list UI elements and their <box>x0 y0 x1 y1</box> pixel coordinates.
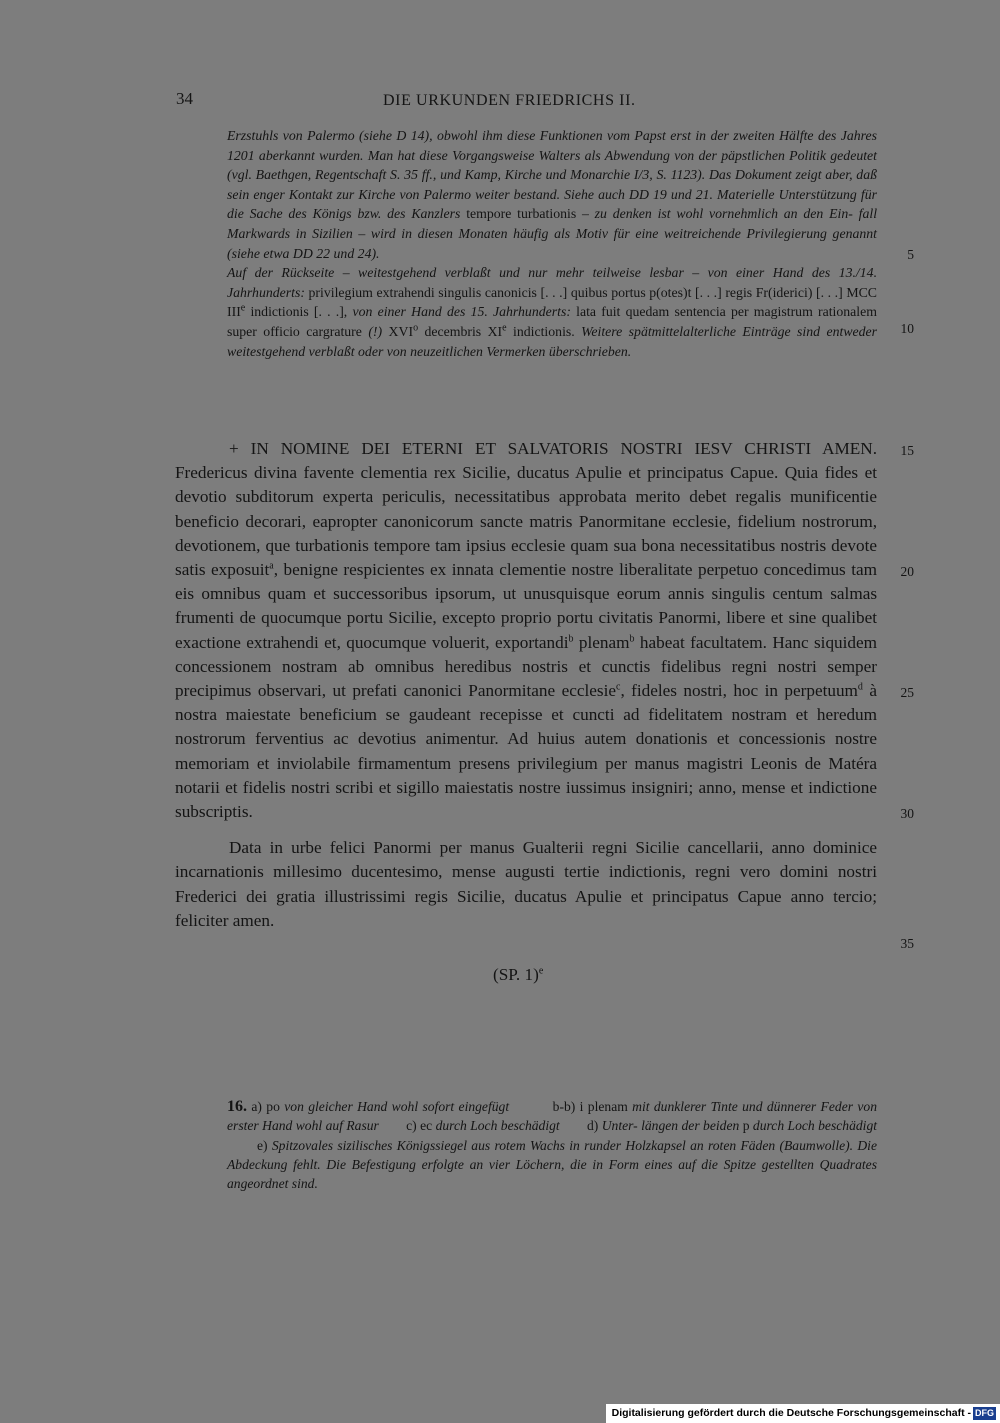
footer-text: Digitalisierung gefördert durch die Deutsche Forschungsgemeinschaft - <box>611 1407 971 1419</box>
charter-line: , benigne respicientes ex innata clementie nostre <box>273 560 614 580</box>
line-number: 15 <box>900 443 914 458</box>
dating-line: incarnationis millesimo ducentesimo, mense augusti tertie indictionis, regni vero domini nostri <box>175 862 877 882</box>
intro-line: Auf der Rückseite – weitestgehend verblaßt und nur mehr teilweise lesbar – von einer Hand des <box>227 265 831 281</box>
dorsal-note: indictionis [. . .], <box>245 304 348 320</box>
charter-line: habeat facultatem. Hanc siquidem concessionem nostram ab <box>175 632 877 676</box>
apparatus-notes <box>227 1097 877 1193</box>
latin-quote: tempore turbationis <box>466 206 577 222</box>
note-marker: e <box>538 965 544 977</box>
charter-line: proprio portu civitatis Panormi, libere et sine qualibet exactione extrahendi et, quocumque <box>175 608 878 652</box>
note-marker: b <box>568 632 574 644</box>
charter-line: et inviolabile firmamentum presens privilegium per manus magistri Leonis de Matéra notarii <box>175 753 878 797</box>
intro-line: und Monarchie I/3, S. 1123). Das Dokument zeigt aber, daß sein enger Kontakt zur Kirche von <box>227 167 877 202</box>
note-marker: c <box>615 681 621 693</box>
charter-line: beneficium se gaudeant recepisse et cuncti ad fidelitatem nostram et heredum nostrorum <box>175 705 878 749</box>
line-number: 35 <box>900 936 914 951</box>
line-number: 5 <box>907 247 914 262</box>
seal-text: (SP. 1) <box>493 965 539 984</box>
line-number: 20 <box>900 564 914 579</box>
line-number: 25 <box>900 685 914 700</box>
charter-line: subscriptis. <box>175 802 253 822</box>
charter-line: fidelium nostrorum, devotionem, que turbationis tempore tam ipsius ecclesie quam sua bona <box>175 511 877 555</box>
intro-line: neuzeitlichen Vermerken überschrieben. <box>410 343 632 359</box>
page-number: 34 <box>176 89 193 108</box>
line-number: 10 <box>900 321 914 336</box>
intro-line: des Königs bzw. des Kanzlers <box>288 206 461 222</box>
superscript: e <box>502 322 507 334</box>
note-label: p <box>742 1118 750 1134</box>
charter-line: ferventius ac devotius animentur. Ad huius autem donationis et concessionis nostre memoriam <box>175 729 878 773</box>
line-number: 30 <box>900 806 914 821</box>
dorsal-note: XVI <box>388 323 414 339</box>
charter-line: munificentie beneficio decorari, eapropter canonicorum sancte matris Panormitane ecclesie, <box>175 487 878 531</box>
intro-line: von der päpstlichen Politik gedeutet (vgl. Baethgen, Regentschaft S. 35 ff., und Kamp, Kirche <box>227 147 878 183</box>
introduction-commentary <box>227 126 877 361</box>
charter-paragraph <box>175 437 877 824</box>
dorsal-note: indictionis. <box>513 323 575 339</box>
superscript: o <box>413 322 419 334</box>
note-label: c) ec <box>406 1118 433 1134</box>
dating-clause <box>175 836 877 933</box>
charter-line: necessitatibus nostris devote satis exposuit <box>175 535 877 580</box>
document-number: 16. <box>227 1098 247 1115</box>
note-text: von gleicher Hand wohl sofort eingefügt <box>284 1099 510 1114</box>
dating-line: Frederici dei gratia illustrissimi regis Sicilie, ducatus Apulie et principatus Capue anno tercio; <box>175 886 877 906</box>
note-text: Wachs in runder Holzkapsel an roten Fäden (Baumwolle). Die Abdeckung fehlt. Die Befestigung <box>227 1137 877 1172</box>
note-label: b-b) i plenam <box>552 1099 628 1114</box>
note-text: dünnerer Feder von erster Hand wohl auf Rasur <box>227 1099 877 1134</box>
intro-line: von einer Hand des 15. Jahrhunderts: <box>352 304 571 320</box>
note-marker: d <box>857 681 863 693</box>
dorsal-note: lata fuit <box>576 304 621 320</box>
intro-line: fall Markwards in Sizilien – wird in diesen Monaten häufig als Motiv für eine weitreichende <box>227 206 878 241</box>
notes-paragraph <box>227 1097 877 1193</box>
note-text: durch Loch beschädigt <box>435 1118 560 1134</box>
invocatio: + IN NOMINE DEI ETERNI ET SALVATORIS NOSTRI IESV CHRISTI AMEN. <box>229 439 877 458</box>
digitization-footer <box>606 1404 1000 1423</box>
charter-line: , fideles nostri, hoc in perpetuum <box>620 681 858 701</box>
intro-paragraph <box>227 126 877 263</box>
dating-line: feliciter amen. <box>175 910 275 930</box>
intro-line: Privilegierung genannt (siehe etwa DD 22 und 24). <box>227 225 878 261</box>
dating-line: Data in urbe felici Panormi per manus Gualterii regni Sicilie cancellarii, anno dominice <box>229 838 877 858</box>
charter-text <box>175 437 877 933</box>
running-head: DIE URKUNDEN FRIEDRICHS II. <box>383 92 636 109</box>
charter-line: Fredericus divina favente clementia rex Sicilie, ducatus Apulie et principatus Capue. Quia <box>175 463 819 483</box>
superscript: e <box>240 302 246 314</box>
intro-line: – zu denken ist wohl vornehmlich an den Ein- <box>582 206 853 222</box>
note-text: längen der beiden <box>641 1118 740 1134</box>
charter-line: et fidelis nostri scribi et sigillo maiestatis nostre iussimus insigniri; anno, mense et indictione <box>225 777 877 797</box>
intro-line: Erzstuhls von Palermo (siehe D 14), obwohl ihm diese Funktionen vom Papst erst in der zweiten <box>227 128 775 143</box>
seal-notation <box>493 965 543 985</box>
note-marker: a <box>269 560 274 572</box>
note-label: d) <box>586 1118 599 1134</box>
note-text: Spitzovales sizilisches Königssiegel aus rotem <box>271 1137 526 1153</box>
intro-line: Weitere spätmittelalterliche Einträge sind entweder weitestgehend verblaßt oder von <box>227 323 878 359</box>
note-label: e) <box>257 1137 268 1153</box>
note-marker: b <box>629 632 635 644</box>
charter-line: plenam <box>573 632 630 652</box>
note-text: erfolgte an vier Löchern, die in Form eines auf die Spitze gestellten Quadrates angeordnet sind. <box>227 1156 877 1192</box>
charter-line: unusquisque eorum annis singulis centum salmas frumenti de quocumque portu Sicilie, excepto <box>175 584 878 628</box>
charter-line: prefati canonici Panormitane ecclesie <box>352 681 616 701</box>
intro-line: Palermo weiter bestand. Siehe auch DD 19 und 21. Materielle Unterstützung für die Sache <box>227 186 877 222</box>
charter-line: à nostra maiestate <box>175 681 877 725</box>
note-label: a) po <box>251 1099 280 1114</box>
intro-paragraph <box>227 263 877 361</box>
dorsal-note: decembris XI <box>418 323 503 339</box>
dorsal-note: regis Fr(iderici) [. . .] MCC III <box>227 284 877 320</box>
note-text: mit dunklerer Tinte und <box>632 1099 763 1114</box>
intro-line: Hälfte des Jahres 1201 aberkannt wurden. Man hat diese Vorgangsweise Walters als Abwendung <box>227 128 878 163</box>
note-text: Unter- <box>601 1118 638 1134</box>
charter-line: fides et devotio subditorum experta periculis, necessitatibus approbata merito debet regalis <box>175 463 877 507</box>
sic-mark: (!) <box>368 323 383 339</box>
intro-line: 13./14. Jahrhunderts: <box>227 265 878 300</box>
dorsal-note: privilegium extrahendi singulis canonicis [. . .] quibus portus p(otes)t [. . .] <box>308 284 722 300</box>
dfg-logo-icon: DFG <box>975 1408 994 1418</box>
charter-line: liberalitate perpetuo concedimus tam eis omnibus quam et successoribus ipsorum, ut <box>175 560 878 604</box>
note-text: durch Loch beschädigt <box>752 1118 878 1134</box>
charter-line: omnibus heredibus nostris et cunctis fidelibus regni nostri semper precipimus observari, ut <box>175 656 878 701</box>
dorsal-note: quedam sentencia per magistrum rationalem super officio cargrature <box>227 304 877 339</box>
charter-line: voluerit, exportandi <box>431 632 569 652</box>
